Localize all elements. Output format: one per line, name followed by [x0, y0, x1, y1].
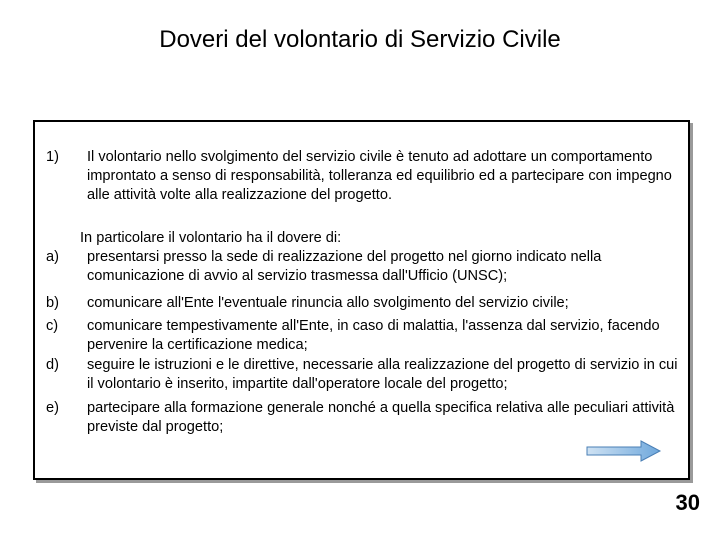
duty-a-text: presentarsi presso la sede di realizzazione del progetto nel giorno indicato nella comunicazione di avvio al servizio trasmessa dall'Ufficio (UNSC); — [87, 249, 602, 284]
duty-b-text: comunicare all'Ente l'eventuale rinuncia allo svolgimento del servizio civile; — [87, 295, 569, 311]
slide-title: Doveri del volontario di Servizio Civile — [159, 26, 561, 53]
duty-a-marker: a) — [46, 249, 59, 265]
intro-text: In particolare il volontario ha il dovere di: — [80, 230, 342, 246]
duty-e-text: partecipare alla formazione generale nonché a quella specifica relativa alle peculiari attività previste dal progetto; — [87, 400, 675, 435]
duty-b-marker: b) — [46, 295, 59, 311]
duty-d-text: seguire le istruzioni e le direttive, necessarie alla realizzazione del progetto di servizio in cui il volontario è inserito, impartite dall'operatore locale del progetto; — [87, 357, 678, 392]
arrow-right-icon[interactable] — [586, 439, 662, 463]
duty-e-marker: e) — [46, 400, 59, 416]
duty-c-marker: c) — [46, 318, 59, 334]
duty-c-text: comunicare tempestivamente all'Ente, in caso di malattia, l'assenza dal servizio, facendo pervenire la certificazione medica; — [87, 318, 660, 353]
item-1-marker: 1) — [46, 149, 59, 165]
content-frame — [33, 120, 690, 480]
duty-d-marker: d) — [46, 357, 59, 373]
item-1-text: Il volontario nello svolgimento del servizio civile è tenuto ad adottare un comportamento improntato a senso di responsabilità, tolleranza ed equilibrio ed a partecipare con impegno alle attività volte alla realizzazione del progetto. — [87, 149, 672, 203]
page-number: 30 — [675, 490, 700, 515]
